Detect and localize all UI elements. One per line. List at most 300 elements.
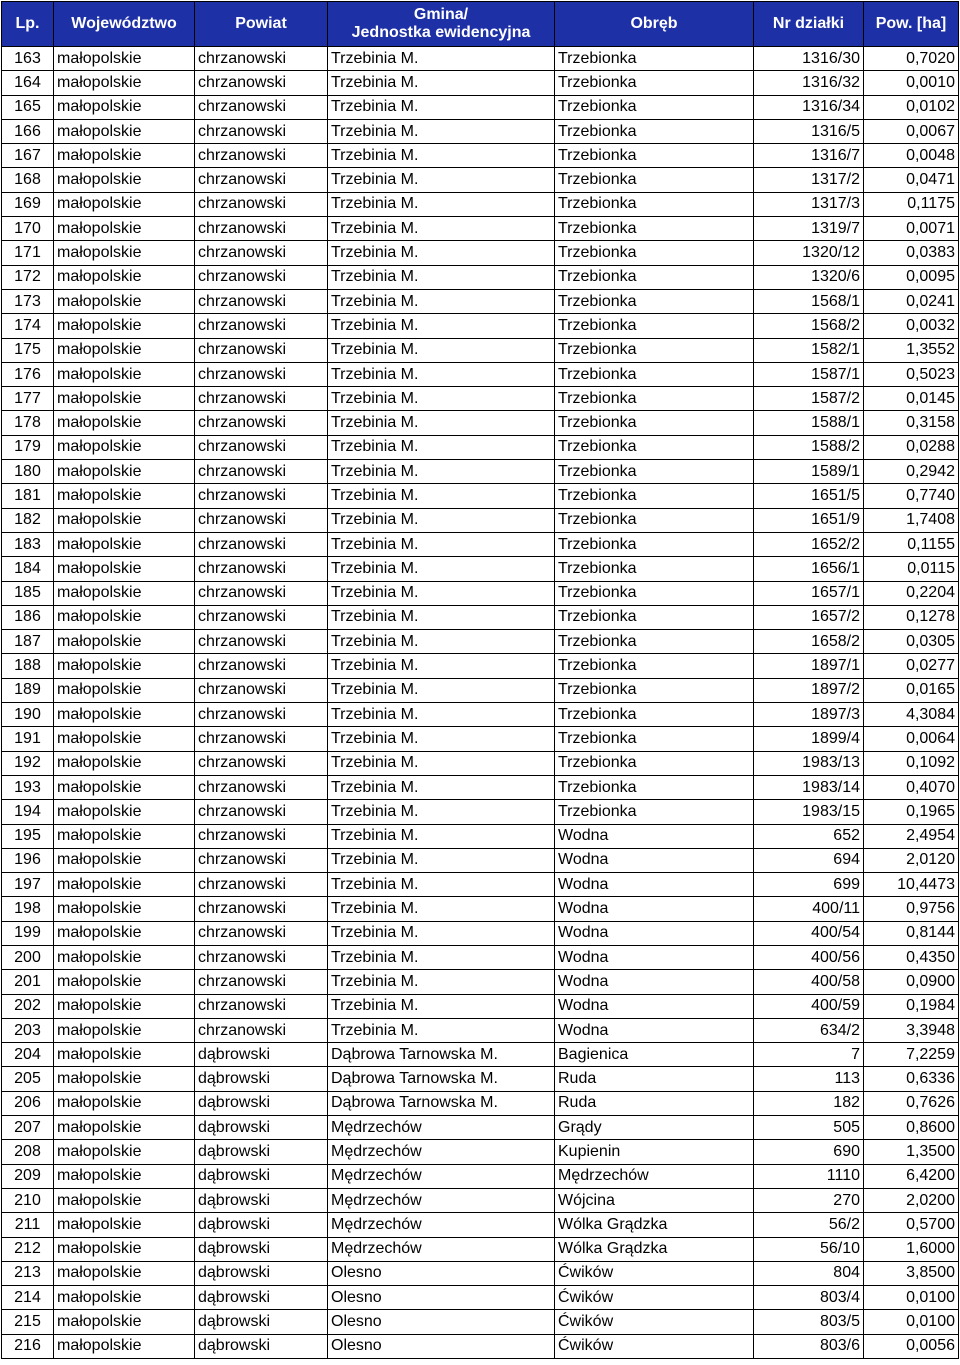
column-header-pow: Pow. [ha] xyxy=(864,2,959,47)
cell-powiat: chrzanowski xyxy=(195,775,328,799)
cell-lp: 180 xyxy=(2,460,54,484)
cell-gmina: Mędrzechów xyxy=(328,1164,555,1188)
cell-powiat: chrzanowski xyxy=(195,168,328,192)
cell-lp: 198 xyxy=(2,897,54,921)
cell-pow: 0,7626 xyxy=(864,1091,959,1115)
cell-pow: 0,0010 xyxy=(864,71,959,95)
cell-powiat: chrzanowski xyxy=(195,994,328,1018)
cell-pow: 0,1092 xyxy=(864,751,959,775)
parcels-table xyxy=(1,1,959,1359)
cell-powiat: chrzanowski xyxy=(195,460,328,484)
cell-obreb: Trzebionka xyxy=(555,119,754,143)
table-row xyxy=(2,47,959,71)
cell-gmina: Trzebinia M. xyxy=(328,727,555,751)
table-row xyxy=(2,1091,959,1115)
cell-pow: 0,0145 xyxy=(864,387,959,411)
cell-nr-dzialki: 803/4 xyxy=(754,1286,864,1310)
cell-obreb: Trzebionka xyxy=(555,508,754,532)
table-row xyxy=(2,1188,959,1212)
cell-lp: 173 xyxy=(2,289,54,313)
column-header-wojewodztwo: Województwo xyxy=(54,2,195,47)
cell-powiat: chrzanowski xyxy=(195,727,328,751)
cell-gmina: Trzebinia M. xyxy=(328,338,555,362)
cell-nr-dzialki: 1651/9 xyxy=(754,508,864,532)
cell-nr-dzialki: 182 xyxy=(754,1091,864,1115)
cell-lp: 171 xyxy=(2,241,54,265)
cell-wojewodztwo: małopolskie xyxy=(54,435,195,459)
cell-pow: 2,0200 xyxy=(864,1188,959,1212)
cell-nr-dzialki: 1656/1 xyxy=(754,557,864,581)
cell-gmina: Trzebinia M. xyxy=(328,192,555,216)
cell-wojewodztwo: małopolskie xyxy=(54,605,195,629)
cell-obreb: Trzebionka xyxy=(555,800,754,824)
cell-nr-dzialki: 803/6 xyxy=(754,1334,864,1358)
cell-wojewodztwo: małopolskie xyxy=(54,1286,195,1310)
cell-lp: 166 xyxy=(2,119,54,143)
cell-gmina: Trzebinia M. xyxy=(328,557,555,581)
cell-nr-dzialki: 1587/1 xyxy=(754,362,864,386)
cell-nr-dzialki: 652 xyxy=(754,824,864,848)
table-row xyxy=(2,119,959,143)
cell-pow: 0,5700 xyxy=(864,1213,959,1237)
cell-obreb: Trzebionka xyxy=(555,484,754,508)
cell-gmina: Trzebinia M. xyxy=(328,921,555,945)
cell-powiat: dąbrowski xyxy=(195,1213,328,1237)
table-row xyxy=(2,1018,959,1042)
cell-gmina: Trzebinia M. xyxy=(328,703,555,727)
cell-pow: 0,0277 xyxy=(864,654,959,678)
cell-powiat: chrzanowski xyxy=(195,800,328,824)
cell-obreb: Trzebionka xyxy=(555,362,754,386)
cell-nr-dzialki: 690 xyxy=(754,1140,864,1164)
cell-obreb: Trzebionka xyxy=(555,751,754,775)
cell-nr-dzialki: 1983/13 xyxy=(754,751,864,775)
cell-nr-dzialki: 400/11 xyxy=(754,897,864,921)
table-row xyxy=(2,168,959,192)
table-row xyxy=(2,484,959,508)
cell-wojewodztwo: małopolskie xyxy=(54,241,195,265)
cell-lp: 165 xyxy=(2,95,54,119)
cell-gmina: Olesno xyxy=(328,1286,555,1310)
cell-wojewodztwo: małopolskie xyxy=(54,362,195,386)
cell-obreb: Trzebionka xyxy=(555,47,754,71)
cell-wojewodztwo: małopolskie xyxy=(54,95,195,119)
cell-lp: 163 xyxy=(2,47,54,71)
cell-nr-dzialki: 694 xyxy=(754,848,864,872)
cell-powiat: chrzanowski xyxy=(195,387,328,411)
table-row xyxy=(2,678,959,702)
cell-nr-dzialki: 1317/3 xyxy=(754,192,864,216)
cell-wojewodztwo: małopolskie xyxy=(54,654,195,678)
cell-wojewodztwo: małopolskie xyxy=(54,1261,195,1285)
cell-wojewodztwo: małopolskie xyxy=(54,775,195,799)
cell-wojewodztwo: małopolskie xyxy=(54,921,195,945)
cell-obreb: Wólka Grądzka xyxy=(555,1213,754,1237)
cell-powiat: dąbrowski xyxy=(195,1140,328,1164)
table-row xyxy=(2,848,959,872)
cell-obreb: Ćwików xyxy=(555,1310,754,1334)
cell-obreb: Wodna xyxy=(555,921,754,945)
cell-gmina: Trzebinia M. xyxy=(328,314,555,338)
cell-powiat: chrzanowski xyxy=(195,192,328,216)
cell-obreb: Ruda xyxy=(555,1091,754,1115)
cell-gmina: Trzebinia M. xyxy=(328,897,555,921)
cell-obreb: Ćwików xyxy=(555,1261,754,1285)
cell-powiat: chrzanowski xyxy=(195,921,328,945)
cell-gmina: Trzebinia M. xyxy=(328,95,555,119)
cell-obreb: Wodna xyxy=(555,873,754,897)
cell-pow: 0,1278 xyxy=(864,605,959,629)
table-row xyxy=(2,557,959,581)
cell-obreb: Trzebionka xyxy=(555,703,754,727)
cell-gmina: Trzebinia M. xyxy=(328,678,555,702)
cell-obreb: Trzebionka xyxy=(555,144,754,168)
cell-nr-dzialki: 1657/2 xyxy=(754,605,864,629)
cell-lp: 213 xyxy=(2,1261,54,1285)
cell-powiat: dąbrowski xyxy=(195,1188,328,1212)
table-row xyxy=(2,703,959,727)
cell-lp: 207 xyxy=(2,1116,54,1140)
cell-pow: 0,3158 xyxy=(864,411,959,435)
cell-gmina: Trzebinia M. xyxy=(328,289,555,313)
cell-obreb: Wodna xyxy=(555,945,754,969)
cell-nr-dzialki: 803/5 xyxy=(754,1310,864,1334)
cell-lp: 176 xyxy=(2,362,54,386)
cell-pow: 6,4200 xyxy=(864,1164,959,1188)
cell-pow: 3,3948 xyxy=(864,1018,959,1042)
cell-wojewodztwo: małopolskie xyxy=(54,703,195,727)
cell-nr-dzialki: 1588/1 xyxy=(754,411,864,435)
table-row xyxy=(2,532,959,556)
cell-nr-dzialki: 7 xyxy=(754,1043,864,1067)
cell-nr-dzialki: 400/59 xyxy=(754,994,864,1018)
cell-wojewodztwo: małopolskie xyxy=(54,824,195,848)
table-row xyxy=(2,387,959,411)
cell-powiat: chrzanowski xyxy=(195,144,328,168)
cell-obreb: Trzebionka xyxy=(555,217,754,241)
cell-powiat: chrzanowski xyxy=(195,435,328,459)
cell-wojewodztwo: małopolskie xyxy=(54,1237,195,1261)
cell-obreb: Mędrzechów xyxy=(555,1164,754,1188)
table-row xyxy=(2,824,959,848)
cell-nr-dzialki: 1316/32 xyxy=(754,71,864,95)
cell-powiat: chrzanowski xyxy=(195,703,328,727)
cell-pow: 0,0165 xyxy=(864,678,959,702)
table-row xyxy=(2,289,959,313)
cell-lp: 204 xyxy=(2,1043,54,1067)
cell-pow: 0,4350 xyxy=(864,945,959,969)
cell-pow: 2,0120 xyxy=(864,848,959,872)
cell-lp: 177 xyxy=(2,387,54,411)
cell-pow: 1,3552 xyxy=(864,338,959,362)
table-row xyxy=(2,1164,959,1188)
cell-obreb: Trzebionka xyxy=(555,265,754,289)
cell-wojewodztwo: małopolskie xyxy=(54,460,195,484)
cell-pow: 0,1155 xyxy=(864,532,959,556)
cell-wojewodztwo: małopolskie xyxy=(54,1018,195,1042)
cell-nr-dzialki: 1587/2 xyxy=(754,387,864,411)
cell-wojewodztwo: małopolskie xyxy=(54,144,195,168)
cell-lp: 182 xyxy=(2,508,54,532)
cell-gmina: Trzebinia M. xyxy=(328,630,555,654)
cell-nr-dzialki: 634/2 xyxy=(754,1018,864,1042)
cell-obreb: Trzebionka xyxy=(555,435,754,459)
cell-lp: 215 xyxy=(2,1310,54,1334)
cell-obreb: Trzebionka xyxy=(555,314,754,338)
cell-powiat: dąbrowski xyxy=(195,1261,328,1285)
cell-gmina: Trzebinia M. xyxy=(328,47,555,71)
table-row xyxy=(2,994,959,1018)
cell-pow: 0,6336 xyxy=(864,1067,959,1091)
cell-powiat: chrzanowski xyxy=(195,970,328,994)
cell-nr-dzialki: 56/10 xyxy=(754,1237,864,1261)
cell-powiat: chrzanowski xyxy=(195,119,328,143)
cell-gmina: Mędrzechów xyxy=(328,1140,555,1164)
cell-gmina: Olesno xyxy=(328,1261,555,1285)
table-row xyxy=(2,411,959,435)
cell-wojewodztwo: małopolskie xyxy=(54,1116,195,1140)
cell-powiat: chrzanowski xyxy=(195,314,328,338)
cell-pow: 4,3084 xyxy=(864,703,959,727)
cell-powiat: chrzanowski xyxy=(195,532,328,556)
cell-wojewodztwo: małopolskie xyxy=(54,411,195,435)
cell-wojewodztwo: małopolskie xyxy=(54,873,195,897)
cell-gmina: Trzebinia M. xyxy=(328,751,555,775)
cell-wojewodztwo: małopolskie xyxy=(54,1164,195,1188)
cell-powiat: chrzanowski xyxy=(195,873,328,897)
column-header-nr-dzialki: Nr działki xyxy=(754,2,864,47)
cell-gmina: Mędrzechów xyxy=(328,1188,555,1212)
cell-obreb: Wólka Grądzka xyxy=(555,1237,754,1261)
cell-wojewodztwo: małopolskie xyxy=(54,314,195,338)
cell-nr-dzialki: 1657/1 xyxy=(754,581,864,605)
cell-wojewodztwo: małopolskie xyxy=(54,678,195,702)
table-row xyxy=(2,800,959,824)
cell-lp: 191 xyxy=(2,727,54,751)
cell-gmina: Olesno xyxy=(328,1334,555,1358)
cell-powiat: chrzanowski xyxy=(195,557,328,581)
table-row xyxy=(2,945,959,969)
cell-powiat: chrzanowski xyxy=(195,824,328,848)
cell-lp: 192 xyxy=(2,751,54,775)
cell-gmina: Dąbrowa Tarnowska M. xyxy=(328,1091,555,1115)
cell-wojewodztwo: małopolskie xyxy=(54,192,195,216)
cell-pow: 10,4473 xyxy=(864,873,959,897)
cell-pow: 0,0032 xyxy=(864,314,959,338)
column-header-gmina xyxy=(328,2,555,47)
cell-gmina: Trzebinia M. xyxy=(328,654,555,678)
cell-pow: 0,0056 xyxy=(864,1334,959,1358)
table-row xyxy=(2,1067,959,1091)
cell-obreb: Trzebionka xyxy=(555,581,754,605)
cell-pow: 0,0241 xyxy=(864,289,959,313)
cell-lp: 210 xyxy=(2,1188,54,1212)
cell-lp: 201 xyxy=(2,970,54,994)
cell-obreb: Trzebionka xyxy=(555,775,754,799)
cell-nr-dzialki: 1319/7 xyxy=(754,217,864,241)
cell-obreb: Trzebionka xyxy=(555,411,754,435)
cell-powiat: dąbrowski xyxy=(195,1116,328,1140)
cell-powiat: chrzanowski xyxy=(195,945,328,969)
cell-wojewodztwo: małopolskie xyxy=(54,338,195,362)
cell-pow: 0,7740 xyxy=(864,484,959,508)
cell-gmina: Trzebinia M. xyxy=(328,994,555,1018)
column-header-powiat: Powiat xyxy=(195,2,328,47)
cell-wojewodztwo: małopolskie xyxy=(54,848,195,872)
cell-nr-dzialki: 1658/2 xyxy=(754,630,864,654)
cell-gmina: Trzebinia M. xyxy=(328,605,555,629)
cell-powiat: chrzanowski xyxy=(195,217,328,241)
cell-nr-dzialki: 1897/2 xyxy=(754,678,864,702)
cell-obreb: Trzebionka xyxy=(555,338,754,362)
cell-gmina: Trzebinia M. xyxy=(328,411,555,435)
cell-wojewodztwo: małopolskie xyxy=(54,557,195,581)
cell-pow: 2,4954 xyxy=(864,824,959,848)
cell-nr-dzialki: 1320/12 xyxy=(754,241,864,265)
column-header-obreb: Obręb xyxy=(555,2,754,47)
cell-gmina: Dąbrowa Tarnowska M. xyxy=(328,1067,555,1091)
cell-gmina: Trzebinia M. xyxy=(328,362,555,386)
cell-lp: 199 xyxy=(2,921,54,945)
cell-nr-dzialki: 505 xyxy=(754,1116,864,1140)
cell-lp: 202 xyxy=(2,994,54,1018)
cell-obreb: Trzebionka xyxy=(555,241,754,265)
cell-wojewodztwo: małopolskie xyxy=(54,484,195,508)
cell-wojewodztwo: małopolskie xyxy=(54,1310,195,1334)
cell-nr-dzialki: 1316/7 xyxy=(754,144,864,168)
table-row xyxy=(2,217,959,241)
cell-obreb: Trzebionka xyxy=(555,460,754,484)
cell-powiat: chrzanowski xyxy=(195,605,328,629)
cell-powiat: chrzanowski xyxy=(195,362,328,386)
cell-nr-dzialki: 804 xyxy=(754,1261,864,1285)
cell-pow: 0,0067 xyxy=(864,119,959,143)
cell-wojewodztwo: małopolskie xyxy=(54,1043,195,1067)
cell-pow: 0,1965 xyxy=(864,800,959,824)
cell-nr-dzialki: 1897/1 xyxy=(754,654,864,678)
cell-lp: 167 xyxy=(2,144,54,168)
cell-gmina: Olesno xyxy=(328,1310,555,1334)
cell-gmina: Trzebinia M. xyxy=(328,460,555,484)
cell-gmina: Trzebinia M. xyxy=(328,168,555,192)
cell-gmina: Trzebinia M. xyxy=(328,873,555,897)
cell-powiat: dąbrowski xyxy=(195,1043,328,1067)
cell-lp: 197 xyxy=(2,873,54,897)
cell-pow: 0,8600 xyxy=(864,1116,959,1140)
cell-nr-dzialki: 113 xyxy=(754,1067,864,1091)
cell-obreb: Trzebionka xyxy=(555,387,754,411)
cell-powiat: chrzanowski xyxy=(195,654,328,678)
cell-pow: 0,5023 xyxy=(864,362,959,386)
table-row xyxy=(2,362,959,386)
cell-gmina: Trzebinia M. xyxy=(328,775,555,799)
cell-powiat: chrzanowski xyxy=(195,289,328,313)
table-row xyxy=(2,192,959,216)
cell-gmina: Trzebinia M. xyxy=(328,71,555,95)
cell-powiat: chrzanowski xyxy=(195,95,328,119)
cell-powiat: chrzanowski xyxy=(195,897,328,921)
cell-obreb: Wodna xyxy=(555,897,754,921)
cell-lp: 194 xyxy=(2,800,54,824)
cell-gmina: Trzebinia M. xyxy=(328,800,555,824)
table-body xyxy=(2,47,959,1359)
cell-lp: 169 xyxy=(2,192,54,216)
cell-gmina: Trzebinia M. xyxy=(328,217,555,241)
cell-pow: 0,1175 xyxy=(864,192,959,216)
cell-wojewodztwo: małopolskie xyxy=(54,994,195,1018)
cell-pow: 0,0471 xyxy=(864,168,959,192)
cell-nr-dzialki: 270 xyxy=(754,1188,864,1212)
cell-nr-dzialki: 1652/2 xyxy=(754,532,864,556)
column-header-gmina-line2: Jednostka ewidencyjna xyxy=(351,24,531,41)
cell-powiat: dąbrowski xyxy=(195,1164,328,1188)
cell-obreb: Trzebionka xyxy=(555,95,754,119)
cell-powiat: chrzanowski xyxy=(195,630,328,654)
table-row xyxy=(2,144,959,168)
column-header-gmina-line1: Gmina/ xyxy=(413,6,469,23)
table-row xyxy=(2,1261,959,1285)
table-row xyxy=(2,727,959,751)
cell-nr-dzialki: 1316/34 xyxy=(754,95,864,119)
cell-wojewodztwo: małopolskie xyxy=(54,532,195,556)
cell-nr-dzialki: 1110 xyxy=(754,1164,864,1188)
cell-wojewodztwo: małopolskie xyxy=(54,1091,195,1115)
table-row xyxy=(2,1237,959,1261)
cell-gmina: Trzebinia M. xyxy=(328,970,555,994)
cell-pow: 0,9756 xyxy=(864,897,959,921)
cell-obreb: Ćwików xyxy=(555,1334,754,1358)
cell-powiat: chrzanowski xyxy=(195,508,328,532)
table-row xyxy=(2,1116,959,1140)
table-row xyxy=(2,1334,959,1358)
table-row xyxy=(2,71,959,95)
cell-wojewodztwo: małopolskie xyxy=(54,508,195,532)
cell-gmina: Trzebinia M. xyxy=(328,144,555,168)
cell-nr-dzialki: 1582/1 xyxy=(754,338,864,362)
cell-lp: 168 xyxy=(2,168,54,192)
table-row xyxy=(2,654,959,678)
column-header-lp: Lp. xyxy=(2,2,54,47)
cell-lp: 209 xyxy=(2,1164,54,1188)
cell-wojewodztwo: małopolskie xyxy=(54,800,195,824)
cell-nr-dzialki: 1568/1 xyxy=(754,289,864,313)
cell-wojewodztwo: małopolskie xyxy=(54,897,195,921)
cell-pow: 0,7020 xyxy=(864,47,959,71)
cell-powiat: chrzanowski xyxy=(195,47,328,71)
cell-lp: 214 xyxy=(2,1286,54,1310)
cell-pow: 0,0048 xyxy=(864,144,959,168)
cell-wojewodztwo: małopolskie xyxy=(54,387,195,411)
table-row xyxy=(2,95,959,119)
cell-lp: 193 xyxy=(2,775,54,799)
cell-lp: 170 xyxy=(2,217,54,241)
cell-pow: 0,4070 xyxy=(864,775,959,799)
cell-pow: 0,0071 xyxy=(864,217,959,241)
cell-lp: 172 xyxy=(2,265,54,289)
cell-pow: 0,0100 xyxy=(864,1286,959,1310)
cell-lp: 181 xyxy=(2,484,54,508)
table-row xyxy=(2,314,959,338)
cell-powiat: chrzanowski xyxy=(195,751,328,775)
cell-wojewodztwo: małopolskie xyxy=(54,581,195,605)
cell-nr-dzialki: 1651/5 xyxy=(754,484,864,508)
cell-gmina: Dąbrowa Tarnowska M. xyxy=(328,1043,555,1067)
cell-lp: 189 xyxy=(2,678,54,702)
cell-wojewodztwo: małopolskie xyxy=(54,47,195,71)
cell-wojewodztwo: małopolskie xyxy=(54,630,195,654)
cell-obreb: Trzebionka xyxy=(555,192,754,216)
cell-pow: 0,0305 xyxy=(864,630,959,654)
